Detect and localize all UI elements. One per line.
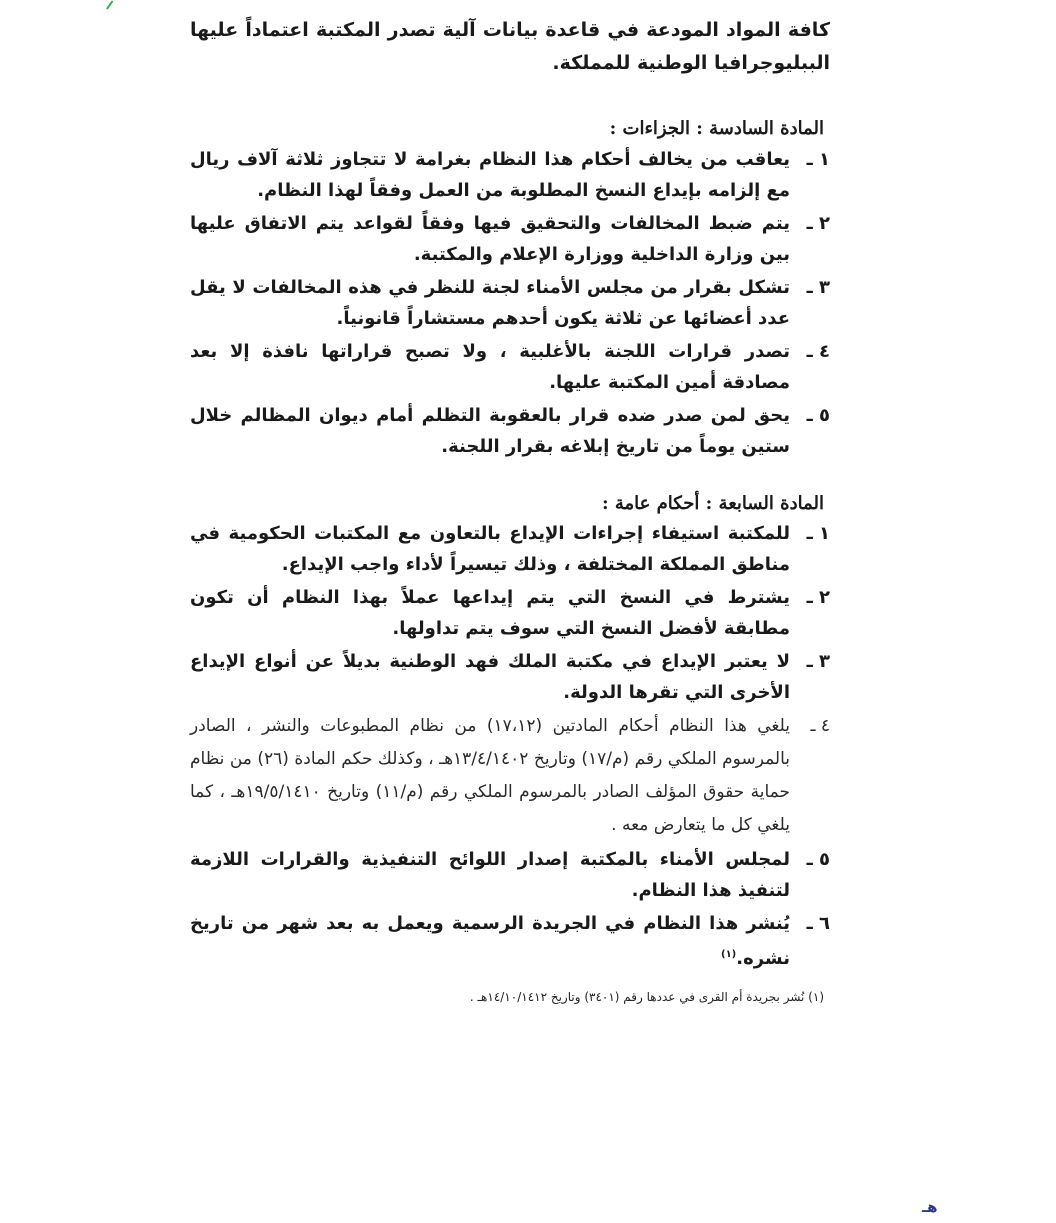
item-text: يلغي هذا النظام أحكام المادتين (١٧،١٢) من نظام المطبوعات والنشر ، الصادر بالمرسوم الملكي رقم (م/١٧) وتاريخ ١٣/٤/١٤٠٢هـ ، وكذلك حكم المادة (٢٦) من نظام حماية حقوق المؤلف الصادر بالمرسوم الملكي رقم (م/١١) وتاريخ ١٩/٥/١٤١٠هـ ، كما يلغي كل ما يتعارض معه . bbox=[190, 716, 791, 835]
item-text: لمجلس الأمناء بالمكتبة إصدار اللوائح التنفيذية والقرارات اللازمة لتنفيذ هذا النظام. bbox=[190, 849, 790, 901]
list-item bbox=[190, 336, 830, 398]
item-number: ٥ ـ bbox=[806, 405, 830, 426]
footnote-reference: (١) bbox=[720, 949, 737, 960]
list-item bbox=[190, 272, 830, 334]
item-text: يشترط في النسخ التي يتم إيداعها عملاً بهذا النظام أن تكون مطابقة لأفضل النسخ التي سوف يتم تداولها. bbox=[190, 587, 790, 639]
item-number: ٣ ـ bbox=[806, 277, 830, 298]
corner-check-mark bbox=[95, 0, 114, 10]
item-number: ١ ـ bbox=[806, 149, 830, 170]
item-number: ٤ ـ bbox=[806, 341, 830, 362]
item-text: يحق لمن صدر ضده قرار بالعقوبة التظلم أمام ديوان المظالم خلال ستين يوماً من تاريخ إبلاغه بقرار اللجنة. bbox=[190, 405, 790, 457]
list-item bbox=[190, 646, 830, 708]
item-text: للمكتبة استيفاء إجراءات الإيداع بالتعاون مع المكتبات الحكومية في مناطق المملكة المختلفة ، وذلك تيسيراً لأداء واجب الإيداع. bbox=[190, 523, 790, 575]
list-item bbox=[190, 400, 830, 462]
item-text: تشكل بقرار من مجلس الأمناء لجنة للنظر في هذه المخالفات لا يقل عدد أعضائها عن ثلاثة يكون أحدهم مستشاراً قانونياً. bbox=[190, 277, 790, 329]
item-number: ٥ ـ bbox=[806, 849, 830, 870]
item-number: ٢ ـ bbox=[806, 213, 830, 234]
item-text: لا يعتبر الإيداع في مكتبة الملك فهد الوطنية بديلاً عن أنواع الإيداع الأخرى التي تقرها الدولة. bbox=[190, 651, 790, 703]
list-item bbox=[190, 582, 830, 644]
list-item bbox=[190, 844, 830, 906]
list-item bbox=[190, 908, 830, 974]
item-number: ٦ ـ bbox=[806, 913, 830, 934]
item-text: تصدر قرارات اللجنة بالأغلبية ، ولا تصبح قراراتها نافذة إلا بعد مصادقة أمين المكتبة عليها. bbox=[190, 341, 790, 393]
list-item bbox=[190, 144, 830, 206]
item-number: ٢ ـ bbox=[806, 587, 830, 608]
section7-list bbox=[190, 518, 830, 976]
item-text: يُنشر هذا النظام في الجريدة الرسمية ويعمل به بعد شهر من تاريخ نشره. bbox=[190, 913, 790, 969]
section6-heading: المادة السادسة : الجزاءات : bbox=[609, 118, 824, 139]
item-number: ٣ ـ bbox=[806, 651, 830, 672]
item-number: ٤ ـ bbox=[810, 716, 830, 736]
intro-paragraph: كافة المواد المودعة في قاعدة بيانات آلية تصدر المكتبة اعتماداً عليها الببليوجرافيا الوطنية للمملكة. bbox=[190, 19, 830, 74]
item-number: ١ ـ bbox=[806, 523, 830, 544]
list-item bbox=[190, 208, 830, 270]
page-marker: هـ bbox=[922, 1198, 938, 1216]
footnote: (١) نُشر بجريدة أم القرى في عددها رقم (٣٤٠١) وتاريخ ١٤/١٠/١٤١٢هـ . bbox=[469, 990, 824, 1004]
item-text: يتم ضبط المخالفات والتحقيق فيها وفقاً لقواعد يتم الاتفاق عليها بين وزارة الداخلية ووزارة الإعلام والمكتبة. bbox=[190, 213, 790, 265]
list-item bbox=[190, 710, 830, 842]
section6-list bbox=[190, 144, 830, 464]
item-text: يعاقب من يخالف أحكام هذا النظام بغرامة لا تتجاوز ثلاثة آلاف ريال مع إلزامه بإيداع النسخ المطلوبة من العمل وفقاً لهذا النظام. bbox=[190, 149, 790, 201]
section7-heading: المادة السابعة : أحكام عامة : bbox=[601, 493, 824, 514]
list-item bbox=[190, 518, 830, 580]
